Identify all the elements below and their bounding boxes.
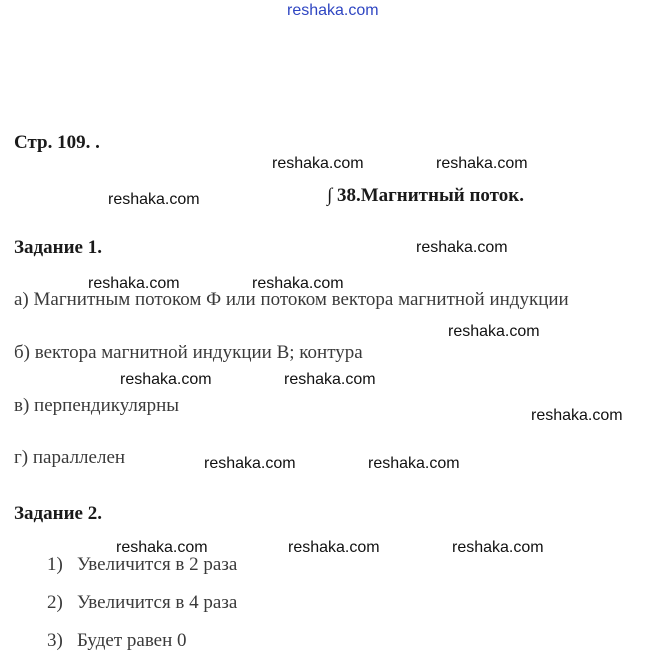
watermark: reshaka.com xyxy=(88,275,180,292)
watermark: reshaka.com xyxy=(116,539,208,556)
watermark: reshaka.com xyxy=(448,323,540,340)
task-2-item-3-text: Будет равен 0 xyxy=(77,630,187,651)
task-2-item-1 xyxy=(47,554,237,576)
task-2-item-2-number: 2) xyxy=(47,592,63,613)
task-2-item-3 xyxy=(47,630,187,652)
page-reference: Стр. 109. . xyxy=(14,132,100,153)
task-2-item-2-text: Увеличится в 4 раза xyxy=(77,592,238,613)
watermark: reshaka.com xyxy=(108,191,200,208)
watermark: reshaka.com xyxy=(452,539,544,556)
task-2-heading: Задание 2. xyxy=(14,503,102,524)
task-2-item-3-number: 3) xyxy=(47,630,63,651)
watermark: reshaka.com xyxy=(252,275,344,292)
watermark: reshaka.com xyxy=(288,539,380,556)
section-title: ∫ 38.Магнитный поток. xyxy=(327,185,524,206)
task-1-answer-a: а) Магнитным потоком Ф или потоком вектора магнитной индукции xyxy=(14,289,569,310)
watermark: reshaka.com xyxy=(368,455,460,472)
task-2-item-1-text: Увеличится в 2 раза xyxy=(77,554,238,575)
task-2-item-2 xyxy=(47,592,237,614)
watermark: reshaka.com xyxy=(436,155,528,172)
watermark: reshaka.com xyxy=(416,239,508,256)
watermark: reshaka.com xyxy=(120,371,212,388)
task-1-answer-b: б) вектора магнитной индукции В; контура xyxy=(14,342,363,363)
watermark: reshaka.com xyxy=(204,455,296,472)
watermark: reshaka.com xyxy=(284,371,376,388)
site-header-link[interactable]: reshaka.com xyxy=(287,2,379,19)
task-2-item-1-number: 1) xyxy=(47,554,63,575)
watermark: reshaka.com xyxy=(272,155,364,172)
task-1-heading: Задание 1. xyxy=(14,237,102,258)
task-1-answer-d: г) параллелен xyxy=(14,447,126,468)
task-1-answer-c: в) перпендикулярны xyxy=(14,395,180,416)
watermark: reshaka.com xyxy=(531,407,623,424)
